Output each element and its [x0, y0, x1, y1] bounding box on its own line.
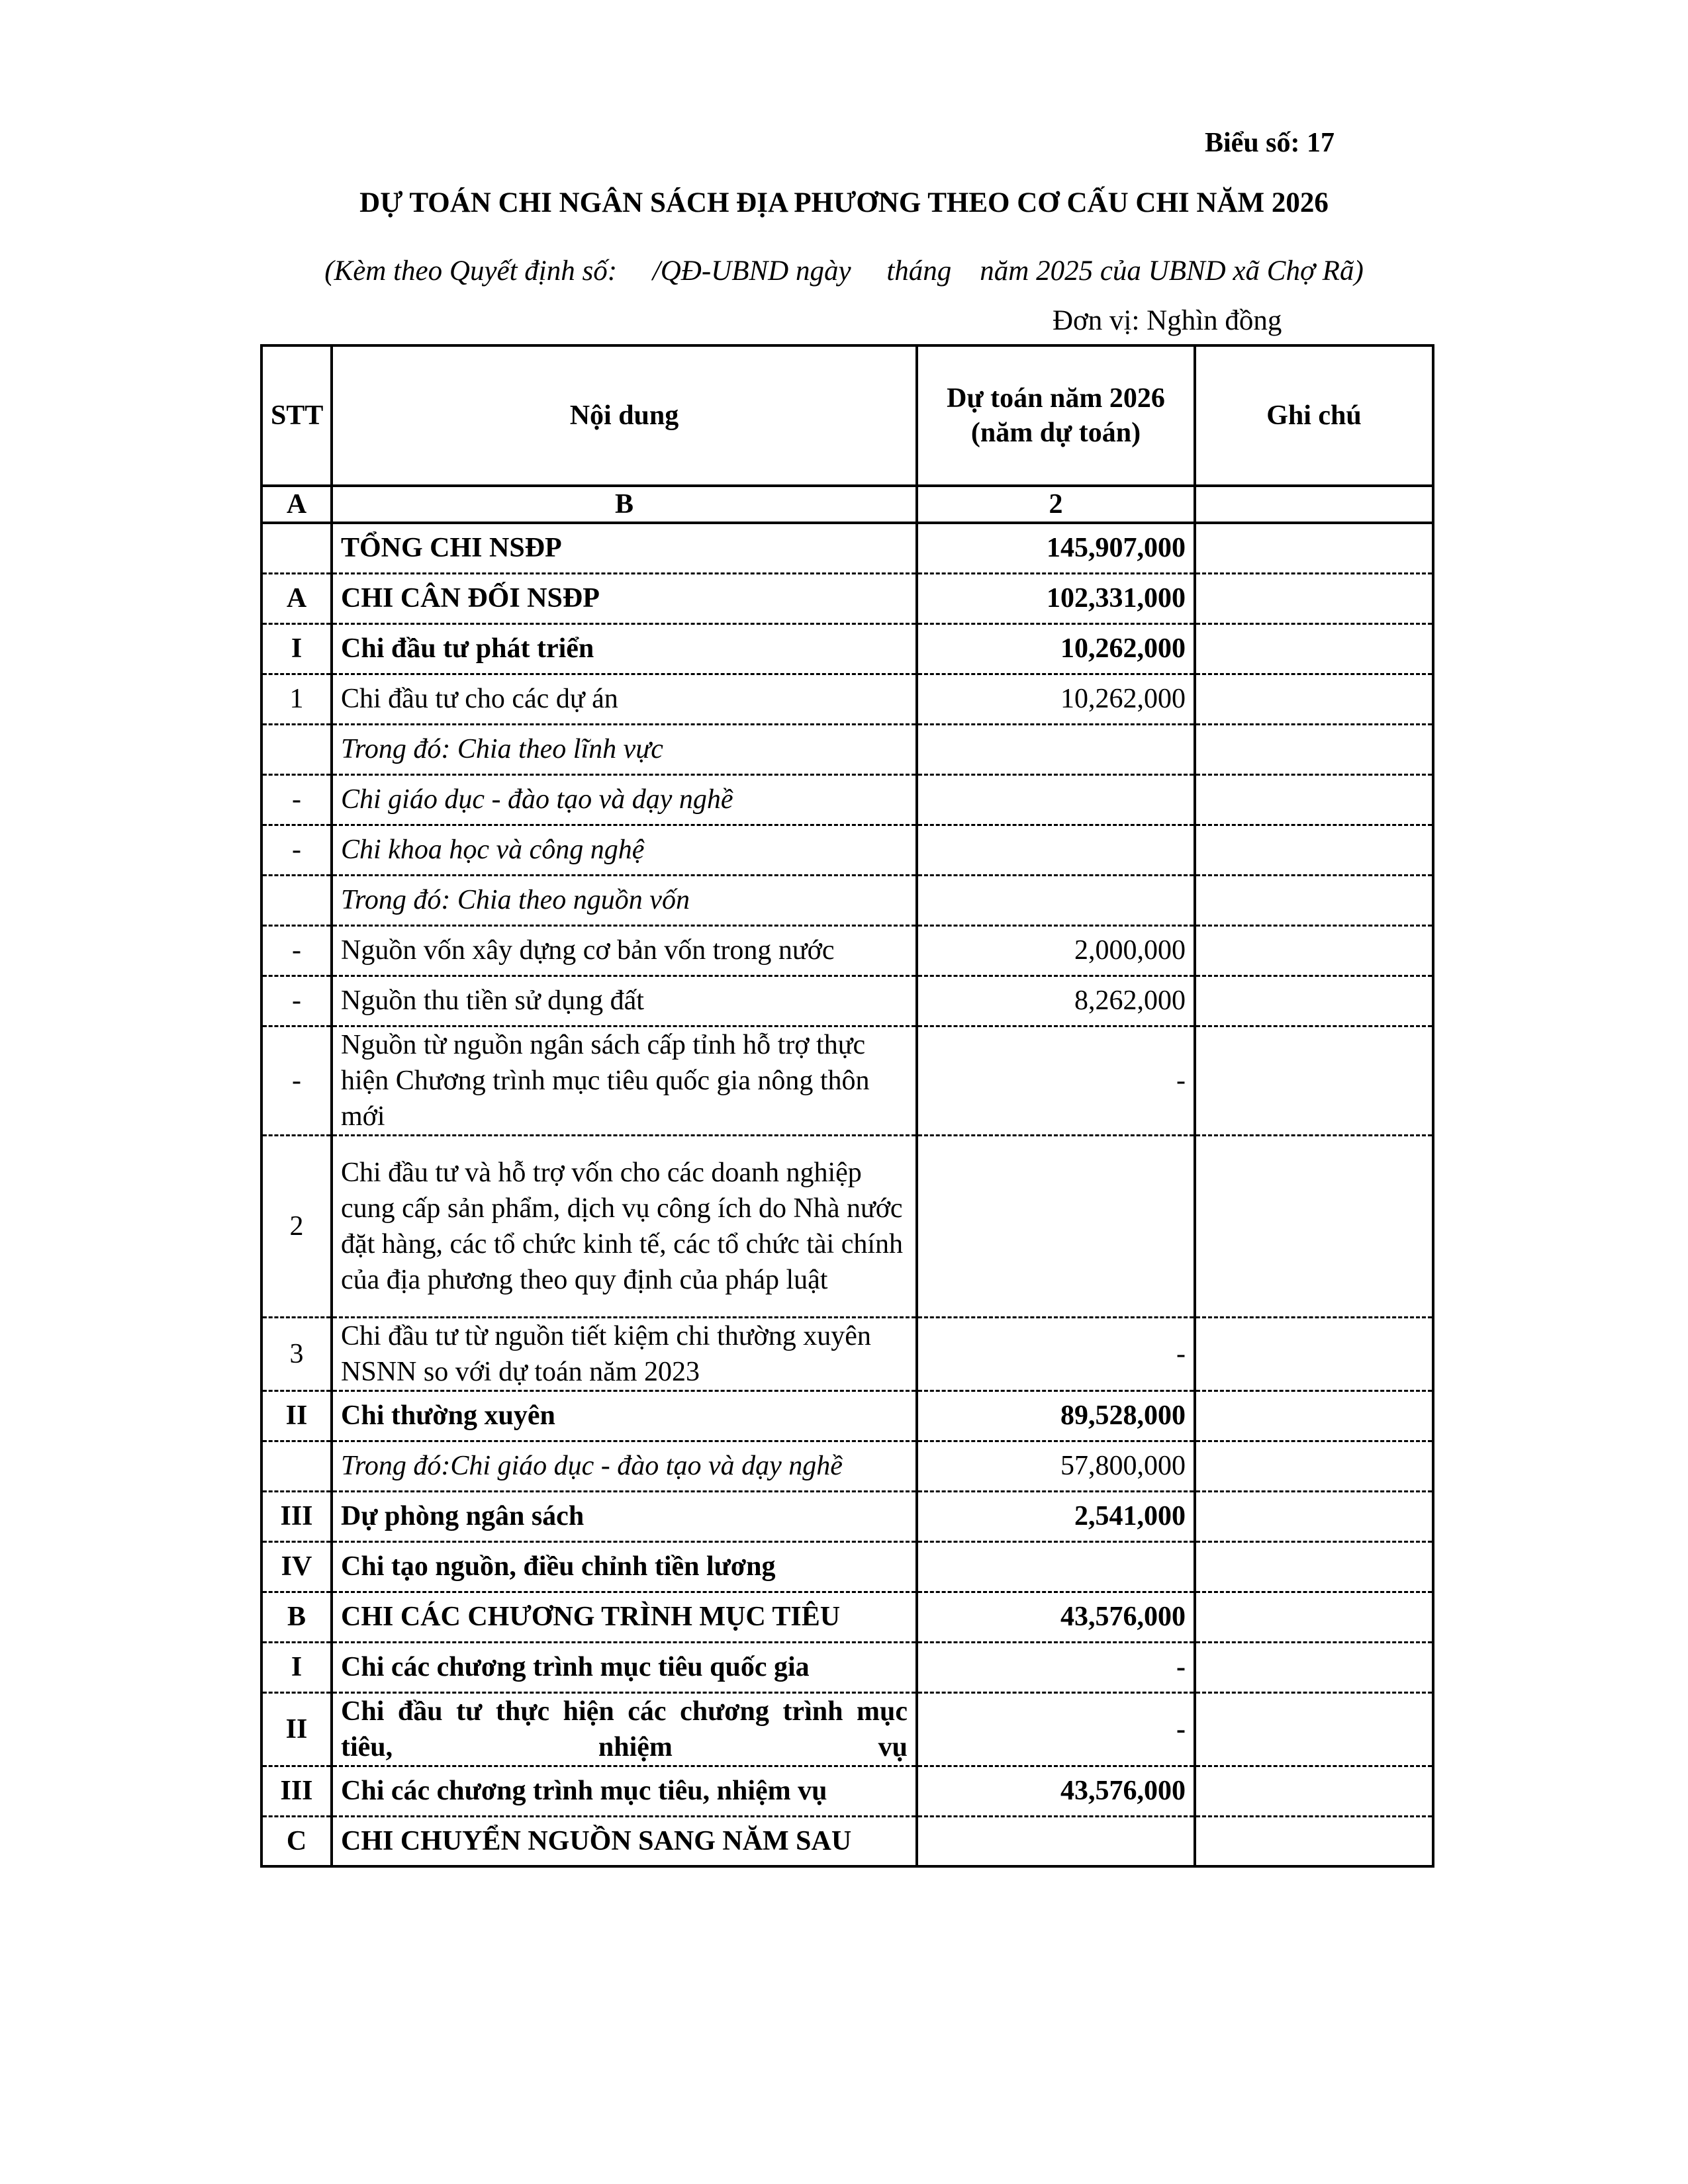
- row-stt: II: [261, 1692, 332, 1766]
- table-row: [261, 1135, 1433, 1317]
- row-note: [1195, 1441, 1433, 1491]
- header-note: Ghi chú: [1195, 345, 1433, 486]
- row-note: [1195, 1135, 1433, 1317]
- row-stt: 2: [261, 1135, 332, 1317]
- row-content: Chi đầu tư cho các dự án: [332, 674, 917, 724]
- row-note: [1195, 623, 1433, 674]
- row-value: 145,907,000: [917, 523, 1195, 573]
- row-stt: [261, 1441, 332, 1491]
- row-value: 89,528,000: [917, 1390, 1195, 1441]
- row-value: [917, 825, 1195, 875]
- row-content: Trong đó: Chia theo nguồn vốn: [332, 875, 917, 925]
- table-row: [261, 1491, 1433, 1541]
- row-stt: IV: [261, 1541, 332, 1592]
- row-stt: I: [261, 623, 332, 674]
- row-content: Chi đầu tư từ nguồn tiết kiệm chi thường xuyên NSNN so với dự toán năm 2023: [332, 1317, 917, 1390]
- row-stt: -: [261, 976, 332, 1026]
- row-content: Chi tạo nguồn, điều chỉnh tiền lương: [332, 1541, 917, 1592]
- table-row: [261, 875, 1433, 925]
- row-content: Chi các chương trình mục tiêu, nhiệm vụ: [332, 1766, 917, 1816]
- row-value: [917, 724, 1195, 774]
- row-stt: B: [261, 1592, 332, 1642]
- row-note: [1195, 1317, 1433, 1390]
- table-row: [261, 976, 1433, 1026]
- row-value: [917, 875, 1195, 925]
- row-content: Nguồn thu tiền sử dụng đất: [332, 976, 917, 1026]
- table-row: [261, 1317, 1433, 1390]
- row-stt: I: [261, 1642, 332, 1692]
- row-value: -: [917, 1026, 1195, 1135]
- row-content: Nguồn từ nguồn ngân sách cấp tỉnh hỗ trợ thực hiện Chương trình mục tiêu quốc gia nông thôn mới: [332, 1026, 917, 1135]
- row-note: [1195, 774, 1433, 825]
- row-stt: 1: [261, 674, 332, 724]
- form-number: Biểu số: 17: [1205, 128, 1335, 158]
- row-stt: [261, 724, 332, 774]
- table-row: [261, 1766, 1433, 1816]
- row-content: Chi giáo dục - đào tạo và dạy nghề: [332, 774, 917, 825]
- row-note: [1195, 1026, 1433, 1135]
- table-row: [261, 523, 1433, 573]
- row-note: [1195, 523, 1433, 573]
- table-row: [261, 1692, 1433, 1766]
- row-content: Chi thường xuyên: [332, 1390, 917, 1441]
- row-note: [1195, 1766, 1433, 1816]
- row-note: [1195, 1692, 1433, 1766]
- row-content: Nguồn vốn xây dựng cơ bản vốn trong nước: [332, 925, 917, 976]
- row-value: 2,541,000: [917, 1491, 1195, 1541]
- table-row: [261, 674, 1433, 724]
- header-stt: STT: [261, 345, 332, 486]
- row-content: CHI CÂN ĐỐI NSĐP: [332, 573, 917, 623]
- row-value: 102,331,000: [917, 573, 1195, 623]
- column-letter: 2: [917, 486, 1195, 523]
- row-note: [1195, 825, 1433, 875]
- header-estimate: [917, 345, 1195, 486]
- row-note: [1195, 875, 1433, 925]
- row-value: [917, 1541, 1195, 1592]
- page-title: DỰ TOÁN CHI NGÂN SÁCH ĐỊA PHƯƠNG THEO CƠ CẤU CHI NĂM 2026: [359, 187, 1329, 218]
- table-row: [261, 1026, 1433, 1135]
- row-note: [1195, 1491, 1433, 1541]
- row-stt: A: [261, 573, 332, 623]
- header-content: Nội dung: [332, 345, 917, 486]
- row-stt: [261, 875, 332, 925]
- row-note: [1195, 1816, 1433, 1866]
- row-content: Chi đầu tư và hỗ trợ vốn cho các doanh nghiệp cung cấp sản phẩm, dịch vụ công ích do Nhà nước đặt hàng, các tổ chức kinh tế, các tổ chức tài chính của địa phương theo quy định của pháp luật: [332, 1135, 917, 1317]
- row-note: [1195, 1642, 1433, 1692]
- budget-table: [260, 344, 1434, 1868]
- row-note: [1195, 925, 1433, 976]
- row-value: 43,576,000: [917, 1592, 1195, 1642]
- column-letters-row: [261, 486, 1433, 523]
- table-header-row: [261, 345, 1433, 486]
- table-row: [261, 774, 1433, 825]
- row-content: Chi khoa học và công nghệ: [332, 825, 917, 875]
- column-letter: [1195, 486, 1433, 523]
- table-row: [261, 1541, 1433, 1592]
- row-stt: -: [261, 1026, 332, 1135]
- table-row: [261, 1642, 1433, 1692]
- row-value: 10,262,000: [917, 623, 1195, 674]
- row-stt: -: [261, 825, 332, 875]
- row-stt: III: [261, 1766, 332, 1816]
- row-stt: [261, 523, 332, 573]
- row-note: [1195, 724, 1433, 774]
- column-letter: A: [261, 486, 332, 523]
- row-value: 8,262,000: [917, 976, 1195, 1026]
- row-note: [1195, 674, 1433, 724]
- row-content: Trong đó: Chia theo lĩnh vực: [332, 724, 917, 774]
- row-note: [1195, 1390, 1433, 1441]
- table-body: [261, 523, 1433, 1866]
- table-row: [261, 1816, 1433, 1866]
- row-note: [1195, 1541, 1433, 1592]
- table-row: [261, 825, 1433, 875]
- row-content: Chi đầu tư phát triển: [332, 623, 917, 674]
- table-row: [261, 925, 1433, 976]
- row-value: 10,262,000: [917, 674, 1195, 724]
- row-value: -: [917, 1642, 1195, 1692]
- row-content: TỔNG CHI NSĐP: [332, 523, 917, 573]
- row-content: Dự phòng ngân sách: [332, 1491, 917, 1541]
- table-row: [261, 1441, 1433, 1491]
- row-value: 57,800,000: [917, 1441, 1195, 1491]
- table-row: [261, 1592, 1433, 1642]
- column-letter: B: [332, 486, 917, 523]
- row-note: [1195, 976, 1433, 1026]
- row-value: [917, 1816, 1195, 1866]
- table-row: [261, 573, 1433, 623]
- row-stt: III: [261, 1491, 332, 1541]
- row-value: -: [917, 1317, 1195, 1390]
- row-content: Chi các chương trình mục tiêu quốc gia: [332, 1642, 917, 1692]
- row-stt: -: [261, 774, 332, 825]
- row-content: CHI CHUYỂN NGUỒN SANG NĂM SAU: [332, 1816, 917, 1866]
- row-content: Chi đầu tư thực hiện các chương trình mục tiêu, nhiệm vụ: [332, 1692, 917, 1766]
- row-stt: 3: [261, 1317, 332, 1390]
- header-estimate-line2: (năm dự toán): [970, 418, 1141, 448]
- table-row: [261, 623, 1433, 674]
- row-value: 2,000,000: [917, 925, 1195, 976]
- row-stt: C: [261, 1816, 332, 1866]
- row-stt: -: [261, 925, 332, 976]
- row-content: Trong đó:Chi giáo dục - đào tạo và dạy nghề: [332, 1441, 917, 1491]
- header-estimate-line1: Dự toán năm 2026: [947, 383, 1165, 414]
- row-value: -: [917, 1692, 1195, 1766]
- page-subtitle: (Kèm theo Quyết định số: /QĐ-UBND ngày tháng năm 2025 của UBND xã Chợ Rã): [324, 255, 1364, 287]
- row-value: [917, 774, 1195, 825]
- row-note: [1195, 573, 1433, 623]
- row-note: [1195, 1592, 1433, 1642]
- row-value: [917, 1135, 1195, 1317]
- table-row: [261, 724, 1433, 774]
- row-content: CHI CÁC CHƯƠNG TRÌNH MỤC TIÊU: [332, 1592, 917, 1642]
- unit-label: Đơn vị: Nghìn đồng: [1053, 305, 1282, 336]
- row-stt: II: [261, 1390, 332, 1441]
- table-row: [261, 1390, 1433, 1441]
- row-value: 43,576,000: [917, 1766, 1195, 1816]
